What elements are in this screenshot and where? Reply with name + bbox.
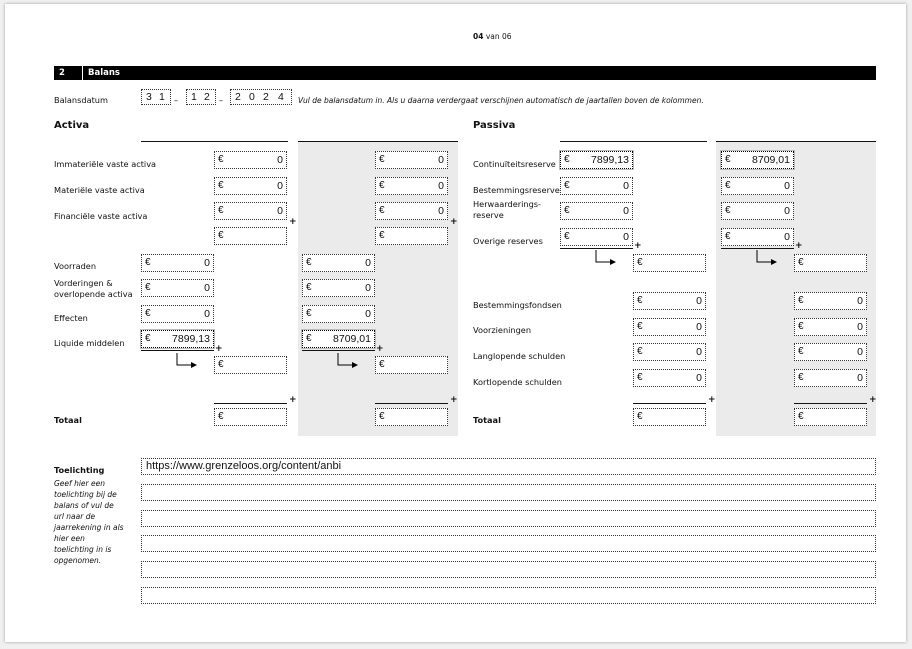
field-value: 0 (696, 295, 702, 307)
voorzieningen-prev-input[interactable] (794, 318, 867, 336)
activa-prev-header-line (298, 141, 458, 142)
field-value: 0 (857, 346, 863, 358)
vorderingen-cur-input[interactable] (141, 279, 214, 297)
euro-sign: € (564, 205, 570, 216)
plus-sign: + (376, 344, 384, 354)
field-value: 0 (204, 308, 210, 320)
plus-sign: + (450, 217, 458, 227)
sum-line (633, 403, 706, 404)
toelichting-line-4[interactable] (141, 535, 876, 552)
date-month-field[interactable] (186, 89, 216, 105)
sum-line (560, 248, 633, 249)
voorraden-label: Voorraden (54, 261, 97, 271)
euro-sign: € (145, 308, 151, 319)
activa-totaal-prev (375, 408, 448, 426)
date-year-field[interactable] (230, 89, 292, 105)
immaterieel-cur-input[interactable] (214, 151, 287, 169)
page-total: van 06 (485, 32, 512, 41)
carry-arrow-icon (334, 353, 360, 369)
toelichting-line-5[interactable] (141, 561, 876, 578)
field-value: 0 (857, 321, 863, 333)
activa-totaal-label: Totaal (54, 415, 82, 425)
euro-sign: € (379, 359, 385, 370)
activa-totaal-cur (214, 408, 287, 426)
activa-title: Activa (54, 120, 90, 131)
euro-sign: € (379, 411, 385, 422)
kortlopend-label: Kortlopende schulden (473, 377, 562, 387)
field-value: 0 (623, 205, 629, 217)
field-value: 0 (277, 154, 283, 166)
langlopend-label: Langlopende schulden (473, 351, 566, 361)
plus-sign: + (634, 241, 642, 251)
financieel-cur-input[interactable] (214, 202, 287, 220)
euro-sign: € (725, 205, 731, 216)
field-value: 0 (438, 205, 444, 217)
euro-sign: € (379, 205, 385, 216)
field-value: 8709,01 (752, 154, 790, 166)
euro-sign: € (145, 282, 151, 293)
bestemmingsfondsen-cur-input[interactable] (633, 292, 706, 310)
date-year-digit-2: 0 (249, 91, 255, 103)
toelichting-title: Toelichting (54, 465, 105, 475)
materieel-label: Materiële vaste activa (54, 185, 145, 195)
euro-sign: € (218, 180, 224, 191)
date-day-digit-1: 3 (146, 91, 152, 103)
field-value: 0 (365, 308, 371, 320)
date-day-field[interactable] (141, 89, 171, 105)
field-value: 0 (696, 372, 702, 384)
euro-sign: € (379, 154, 385, 165)
plus-sign: + (869, 395, 877, 405)
sum-line (302, 350, 375, 351)
herwaardering-prev-input[interactable] (721, 202, 794, 220)
euro-sign: € (725, 180, 731, 191)
plus-sign: + (289, 395, 297, 405)
sum-line (141, 350, 214, 351)
date-month-digit-2: 2 (204, 91, 210, 103)
euro-sign: € (145, 257, 151, 268)
continuiteit-label: Continuïteitsreserve (473, 159, 556, 169)
form-page (5, 4, 906, 642)
euro-sign: € (637, 321, 643, 332)
vlottende-activa-subtotal-cur (214, 356, 287, 374)
plus-sign: + (450, 395, 458, 405)
date-month-digit-1: 1 (191, 91, 197, 103)
voorraden-prev-input[interactable] (302, 254, 375, 272)
field-value: 0 (204, 282, 210, 294)
field-value: 0 (277, 205, 283, 217)
voorzieningen-label: Voorzieningen (473, 325, 532, 335)
euro-sign: € (725, 154, 731, 165)
herwaardering-cur-input[interactable] (560, 202, 633, 220)
langlopend-cur-input[interactable] (633, 343, 706, 361)
continuiteit-cur-input[interactable] (560, 151, 633, 169)
field-value: 0 (784, 231, 790, 243)
liquide-prev-input[interactable] (302, 330, 375, 348)
bestemmingsfondsen-prev-input[interactable] (794, 292, 867, 310)
vlottende-activa-subtotal-prev (375, 356, 448, 374)
passiva-cur-header-line (560, 141, 707, 142)
euro-sign: € (798, 411, 804, 422)
field-value: 0 (277, 180, 283, 192)
passiva-totaal-cur (633, 408, 706, 426)
date-day-digit-2: 1 (159, 91, 165, 103)
toelichting-line-1[interactable] (141, 458, 876, 475)
field-value: 0 (438, 180, 444, 192)
field-value: 0 (365, 257, 371, 269)
passiva-title: Passiva (473, 120, 516, 131)
euro-sign: € (218, 230, 224, 241)
financieel-prev-input[interactable] (375, 202, 448, 220)
field-value: 0 (857, 372, 863, 384)
activa-cur-header-line (141, 141, 288, 142)
euro-sign: € (145, 333, 151, 344)
euro-sign: € (218, 411, 224, 422)
bestemmingsreserve-label: Bestemmingsreserve (473, 185, 560, 195)
euro-sign: € (218, 359, 224, 370)
eigen-vermogen-subtotal-prev (794, 254, 867, 272)
effecten-prev-input[interactable] (302, 305, 375, 323)
field-value: 8709,01 (333, 333, 371, 345)
date-year-digit-4: 4 (278, 91, 284, 103)
euro-sign: € (564, 180, 570, 191)
voorraden-cur-input[interactable] (141, 254, 214, 272)
euro-sign: € (306, 282, 312, 293)
immaterieel-label: Immateriële vaste activa (54, 159, 157, 169)
passiva-totaal-prev (794, 408, 867, 426)
toelichting-line-2[interactable] (141, 484, 876, 501)
plus-sign: + (795, 241, 803, 251)
kortlopend-prev-input[interactable] (794, 369, 867, 387)
materieel-prev-input[interactable] (375, 177, 448, 195)
vaste-activa-subtotal-cur (214, 227, 287, 245)
sum-line (721, 248, 794, 249)
euro-sign: € (564, 154, 570, 165)
euro-sign: € (637, 257, 643, 268)
euro-sign: € (306, 333, 312, 344)
plus-sign: + (708, 395, 716, 405)
euro-sign: € (725, 231, 731, 242)
bestemmingsreserve-prev-input[interactable] (721, 177, 794, 195)
euro-sign: € (637, 411, 643, 422)
overige-cur-input[interactable] (560, 228, 633, 246)
voorzieningen-cur-input[interactable] (633, 318, 706, 336)
euro-sign: € (218, 205, 224, 216)
sum-line (214, 403, 287, 404)
materieel-cur-input[interactable] (214, 177, 287, 195)
euro-sign: € (306, 308, 312, 319)
date-year-digit-3: 2 (263, 91, 269, 103)
section-number: 2 (59, 68, 65, 78)
toelichting-line-3[interactable] (141, 510, 876, 527)
liquide-cur-input[interactable] (141, 330, 214, 348)
field-value: 0 (696, 321, 702, 333)
euro-sign: € (798, 295, 804, 306)
field-value: 0 (438, 154, 444, 166)
date-separator: – (174, 95, 179, 105)
euro-sign: € (798, 321, 804, 332)
sum-line (375, 403, 448, 404)
continuiteit-prev-input[interactable] (721, 151, 794, 169)
carry-arrow-icon (173, 353, 199, 369)
vaste-activa-subtotal-prev (375, 227, 448, 245)
euro-sign: € (798, 257, 804, 268)
euro-sign: € (637, 346, 643, 357)
eigen-vermogen-subtotal-cur (633, 254, 706, 272)
carry-arrow-icon (753, 250, 779, 266)
page-number: 04 (473, 32, 484, 41)
euro-sign: € (637, 372, 643, 383)
vorderingen-prev-input[interactable] (302, 279, 375, 297)
field-value: 0 (623, 231, 629, 243)
passiva-prev-header-line (716, 141, 876, 142)
immaterieel-prev-input[interactable] (375, 151, 448, 169)
liquide-label: Liquide middelen (54, 338, 125, 348)
overige-prev-input[interactable] (721, 228, 794, 246)
field-value: 0 (204, 257, 210, 269)
toelichting-line-text: https://www.grenzeloos.org/content/anbi (146, 460, 342, 472)
field-value: 0 (365, 282, 371, 294)
bestemmingsfondsen-label: Bestemmingsfondsen (473, 300, 562, 310)
field-value: 0 (784, 205, 790, 217)
passiva-totaal-label: Totaal (473, 415, 501, 425)
euro-sign: € (379, 180, 385, 191)
overige-label: Overige reserves (473, 236, 543, 246)
langlopend-prev-input[interactable] (794, 343, 867, 361)
field-value: 0 (696, 346, 702, 358)
balansdatum-label: Balansdatum (54, 95, 108, 105)
field-value: 7899,13 (172, 333, 210, 345)
euro-sign: € (564, 231, 570, 242)
section-divider (82, 66, 83, 80)
euro-sign: € (798, 372, 804, 383)
euro-sign: € (798, 346, 804, 357)
plus-sign: + (215, 344, 223, 354)
euro-sign: € (637, 295, 643, 306)
field-value: 7899,13 (591, 154, 629, 166)
toelichting-line-6[interactable] (141, 587, 876, 604)
vorderingen-label: Vorderingen & overlopende activa (54, 278, 133, 299)
toelichting-help: Geef hier een toelichting bij de balans of vul de url naar de jaarrekening in als hier een toelichting in is opgenomen. (54, 479, 124, 565)
field-value: 0 (623, 180, 629, 192)
section-bar (54, 66, 876, 80)
sum-line (794, 403, 867, 404)
euro-sign: € (306, 257, 312, 268)
financieel-label: Financiële vaste activa (54, 211, 148, 221)
kortlopend-cur-input[interactable] (633, 369, 706, 387)
date-separator: – (219, 95, 224, 105)
carry-arrow-icon (592, 250, 618, 266)
plus-sign: + (289, 217, 297, 227)
herwaardering-label: Herwaarderings-reserve (473, 199, 541, 220)
effecten-label: Effecten (54, 313, 88, 323)
date-year-digit-1: 2 (235, 91, 241, 103)
euro-sign: € (379, 230, 385, 241)
field-value: 0 (784, 180, 790, 192)
section-title: Balans (88, 68, 120, 78)
page-indicator (473, 32, 512, 41)
field-value: 0 (857, 295, 863, 307)
effecten-cur-input[interactable] (141, 305, 214, 323)
euro-sign: € (218, 154, 224, 165)
balansdatum-hint: Vul de balansdatum in. Als u daarna verdergaat verschijnen automatisch de jaartallen boven de kolommen. (298, 96, 704, 105)
bestemmingsreserve-cur-input[interactable] (560, 177, 633, 195)
